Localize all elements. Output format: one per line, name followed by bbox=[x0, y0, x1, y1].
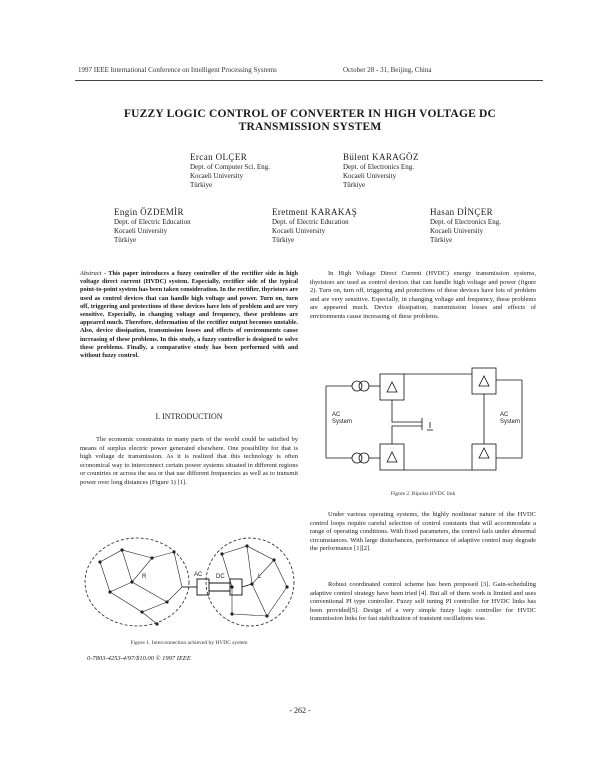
rectifier-valve-top bbox=[380, 374, 404, 400]
right-paragraph-2: Under various operating systems, the highly nonlinear nature of the HVDC control loops require careful selection of control constants that will accommodate a range of operating conditions. With fixed parameters, the control fails under abnormal circumstances. With large disturbances, performance of adaptive control may degrade the performance [1][2]. bbox=[310, 511, 536, 553]
author-block bbox=[430, 208, 501, 245]
right-paragraph-1: In High Voltage Direct Current (HVDC) energy transmission systems, thyristors are used as control devices that can handle high voltage and power (figure 2). Turn on, turn off, triggering and protections of these devices have lots of problem and are very sensitive. Especially, in changing voltage and frequency, these problems are appeared much. Device dissipation, transmission losses and effects of environments cause increasing of these problems. bbox=[310, 270, 536, 320]
author-name: Eretment KARAKAŞ bbox=[272, 207, 358, 217]
author-univ: Kocaeli University bbox=[190, 172, 244, 180]
label-ac: AC bbox=[194, 572, 203, 578]
figure-1-caption: Figure 1. Interconnection achieved by HVDC system bbox=[130, 640, 248, 646]
network-lines bbox=[100, 546, 287, 624]
author-block bbox=[343, 153, 419, 190]
label-dc: DC bbox=[216, 574, 225, 580]
label-r: R bbox=[142, 574, 147, 580]
network-nodes bbox=[98, 544, 288, 625]
author-dept: Dept. of Electronics Eng. bbox=[430, 218, 501, 226]
right-paragraph-3: Robust coordinated control scheme has been proposed [3]. Gain-scheduling adaptive control strategy have been tried [4]. But all of them work is limited and uses conventional PI type controller. Fuzzy self tuning PI controller for HVDC links has been provided[5]. Design of a very simple fuzzy logic controller for HVDC transmission links for fast stabilization of transient oscillations was bbox=[310, 581, 536, 623]
author-univ: Kocaeli University bbox=[430, 227, 484, 235]
ac-system-left-line-1: AC bbox=[332, 412, 341, 418]
author-dept: Dept. of Computer Sci. Eng. bbox=[190, 163, 270, 171]
ac-system-left-line-2: System bbox=[332, 419, 353, 425]
author-dept: Dept. of Electronics Eng. bbox=[343, 163, 414, 171]
conference-dates: October 28 - 31, Beijing, China bbox=[343, 66, 432, 74]
author-block bbox=[272, 208, 357, 245]
author-dept: Dept. of Electric Education bbox=[114, 218, 191, 226]
author-univ: Kocaeli University bbox=[343, 172, 397, 180]
author-country: Türkiye bbox=[114, 236, 137, 244]
header-rule bbox=[75, 80, 543, 81]
label-l: L bbox=[258, 574, 262, 580]
title-line-2: TRANSMISSION SYSTEM bbox=[238, 121, 382, 133]
copyright-notice: 0-7803-4253-4/97/$10.00 © 1997 IEEE bbox=[87, 655, 191, 662]
author-country: Türkiye bbox=[190, 181, 213, 189]
conference-header: 1997 IEEE International Conference on Intelligent Processing Systems bbox=[78, 66, 277, 74]
author-univ: Kocaeli University bbox=[114, 227, 168, 235]
author-block bbox=[114, 208, 191, 245]
author-name: Hasan DİNÇER bbox=[430, 207, 494, 217]
ac-system-right-line-1: AC bbox=[500, 412, 509, 418]
figure-2-caption: Figure 2. Bipolar HVDC link bbox=[390, 491, 456, 497]
ac-system-right-line-2: System bbox=[500, 419, 521, 425]
paper-title bbox=[80, 108, 540, 134]
author-country: Türkiye bbox=[430, 236, 453, 244]
author-name: Bülent KARAGÖZ bbox=[343, 152, 419, 162]
bipolar-circuit bbox=[326, 368, 522, 470]
author-name: Ercan OLÇER bbox=[190, 152, 248, 162]
hvdc-link bbox=[182, 579, 252, 595]
figure-1-interconnection-diagram bbox=[82, 532, 298, 632]
abstract-text: - This paper introduces a fuzzy controller of the rectifier side in high voltage direct current (HVDC) system. Especially, rectifier side of the typical point-to-point system has been taken consideration. In the rectifier, thyristors are used as control devices that can handle high voltage and power. Turn on, turn off, triggering and protections of these devices have lots of problem and are very sensitive. Especially, in changing voltage and frequency, these problems are appeared much. Therefore, deformation of the rectifier output becomes unstable. Also, device dissipation, transmission losses and effects of environments cause increasing of these problems. In this study, a fuzzy controller is designed to solve these problems. Finally, a comparative study has been performed with and without fuzzy control. bbox=[80, 270, 298, 360]
section-heading: I. INTRODUCTION bbox=[155, 412, 223, 421]
ac-region-right bbox=[206, 538, 294, 626]
rectifier-valve-bottom bbox=[380, 444, 404, 470]
author-block bbox=[190, 153, 270, 190]
author-country: Türkiye bbox=[343, 181, 366, 189]
abstract bbox=[80, 270, 298, 360]
author-dept: Dept. of Electric Education bbox=[272, 218, 349, 226]
page-number: - 262 - bbox=[289, 706, 311, 715]
title-line-1: FUZZY LOGIC CONTROL OF CONVERTER IN HIGH VOLTAGE DC bbox=[123, 108, 497, 120]
author-country: Türkiye bbox=[272, 236, 295, 244]
inverter-valve-top bbox=[472, 368, 496, 394]
introduction-paragraph: The economic constraints in many parts of the world could be satisfied by means of surplus electric power generated elsewhere. One possibility for that is high voltage dc transmission. As it is realized that this technology is often economical way to interconnect certain power systems situated in different regions or countries or across the sea or that use different frequencies as well as to transmit power over long distances (Figure 1) [1]. bbox=[80, 436, 298, 486]
author-univ: Kocaeli University bbox=[272, 227, 326, 235]
abstract-label: Abstract bbox=[80, 270, 102, 277]
author-name: Engin ÖZDEMİR bbox=[114, 207, 184, 217]
figure-2-bipolar-hvdc-diagram bbox=[322, 366, 532, 484]
